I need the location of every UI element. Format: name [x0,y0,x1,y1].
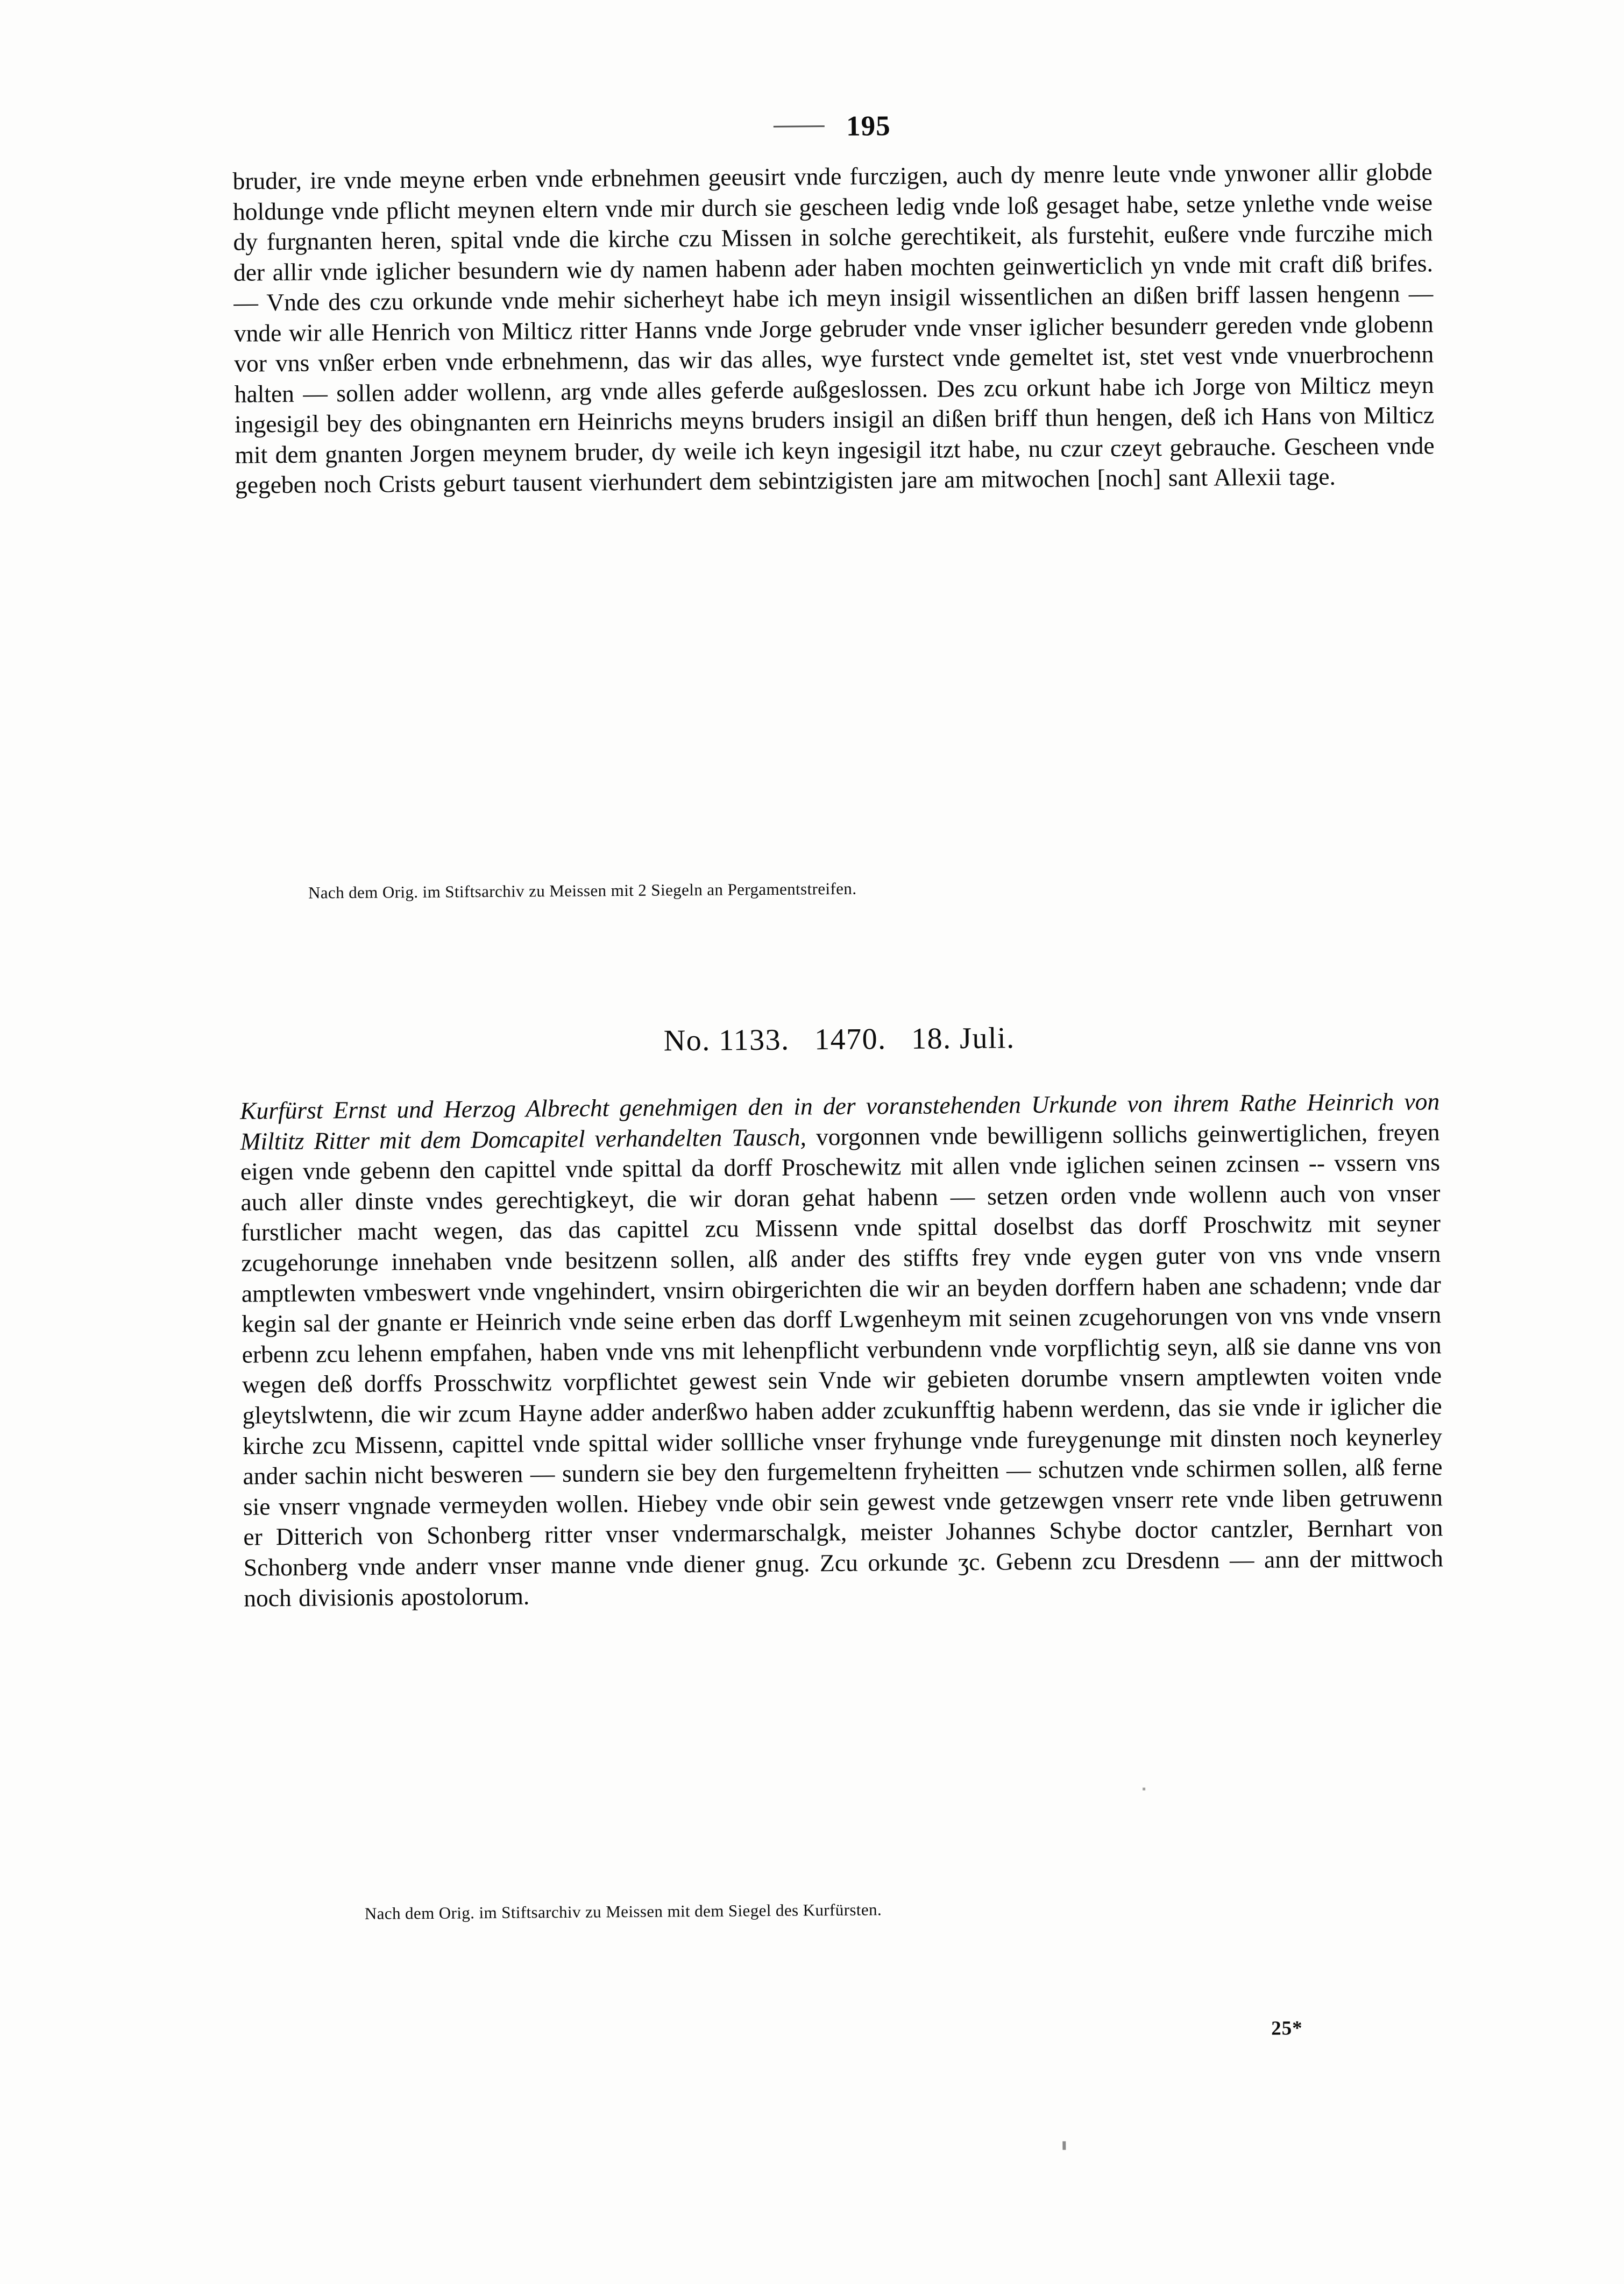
charter-new-text: vorgonnen vnde bewilligenn sollichs geinwertiglichen, freyen eigen vnde gebenn den capittel vnde spittal da dorff Proschewitz mit allen vnde iglichen seinen zcinsen -- vssern vns auch aller dinste vndes gerechtigkeyt, die wir doran gehat habenn — setzen orden vnde wollenn auch von vnser furstlicher macht wegen, das das capittel zcu Missenn vnde spittal doselbst das dorff Proschwitz mit seyner zcugehorunge innehaben vnde besitzenn sollen, alß ander des stiffts frey vnde eygen guter von vns vnde vnsern amptlewten vmbeswert vnde vngehindert, vnsirn obirgerichten die wir an beyden dorffern haben ane schadenn; vnde dar kegin sal der gnante er Heinrich vnde seine erben das dorff Lwgenheym mit seinen zcugehorungen von vns vnde vnsern erbenn zcu lehenn empfahen, haben vnde vns mit lehenpflicht verbundenn vnde vorpflichtig seyn, alß sie danne vns von wegen deß dorffs Prosschwitz vorpflichtet gewest sein Vnde wir gebieten dorumbe vnsern amptlewten voiten vnde gleytslwtenn, die wir zcum Hayne adder anderßwo haben adder zcukunfftig habenn werdenn, das sie vnde ir iglicher die kirche zcu Missenn, capittel vnde spittal wider sollliche vnser fryhunge vnde fureygenunge mit dinsten noch keynerley ander sachin nicht besweren — sundern sie bey den furgemeltenn fryheitten — schutzen vnde schirmen sollen, alß ferne sie vnserr vngnade vermeyden wollen. Hiebey vnde obir sein gewest vnde getzewgen vnserr rete vnde liben getruwenn er Ditterich von Schonberg ritter vnser vndermarschalgk, meister Johannes Schybe doctor cantzler, Bernhart von Schonberg vnde anderr vnser manne vnde diener gnug. Zcu orkunde ʒc. Gebenn zcu Dresdenn — ann der mittwoch noch divisionis apostolorum. [240,1118,1443,1612]
page-content [231,0,1443,2040]
scan-artifact-speck [1062,2141,1066,2150]
source-note-second-charter: Nach dem Orig. im Stiftsarchiv zu Meissen mit dem Siegel des Kurfürsten. [364,1900,882,1923]
source-note-first-charter: Nach dem Orig. im Stiftsarchiv zu Meissen mit 2 Siegeln an Pergamentstreifen. [308,879,857,902]
scan-artifact-speck-secondary [1143,1788,1145,1791]
running-head [232,105,1432,147]
charter-new-body [240,1086,1443,1614]
charter-heading: No. 1133. 1470. 18. Juli. [663,1021,1015,1058]
charter-abstract: Kurfürst Ernst und Herzog Albrecht genehmigen den in der voranstehenden Urkunde von ihrem Rathe Heinrich von Miltitz Ritter mit dem Domcapitel verhandelten Tausch, [239,1087,1440,1155]
sheet-signature-mark: 25* [1271,2017,1303,2040]
page-number: 195 [846,110,891,142]
head-rule-icon [774,125,825,128]
charter-continued-body: bruder, ire vnde meyne erben vnde erbnehmen geeusirt vnde furczigen, auch dy menre leute vnde ynwoner allir globde holdunge vnde pflicht meynen eltern vnde mir durch sie gescheen ledig vnde loß gesaget habe, setze ynlethe vnde weise dy furgnanten heren, spital vnde die kirche czu Missen in solche gerechtikeit, als furstehit, eußere vnde furczihe mich der allir vnde iglicher besundern wie dy namen habenn ader haben mochten geinwerticlich yn vnde mit craft diß brifes. — Vnde des czu orkunde vnde mehir sicherheyt habe ich meyn insigil wissentlichen an dißen briff lassen hengenn — vnde wir alle Henrich von Milticz ritter Hanns vnde Jorge gebruder vnde vnser iglicher besunderr gereden vnde globenn vor vns vnßer erben vnde erbnehmenn, das wir das alles, wye furstect vnde gemeltet ist, stet vest vnde vnuerbrochenn halten — sollen adder wollenn, arg vnde alles geferde außgeslossen. Des zcu orkunt habe ich Jorge von Milticz meyn ingesigil bey des obingnanten ern Heinrichs meyns bruders insigil an dißen briff thun hengen, deß ich Hans von Milticz mit dem gnanten Jorgen meynem bruder, dy weile ich keyn ingesigil itzt habe, nu czur czeyt gebrauche. Gescheen vnde gegeben noch Crists geburt tausent vierhundert dem sebintzigisten jare am mitwochen [noch] sant Allexii tage. [232,158,1435,499]
